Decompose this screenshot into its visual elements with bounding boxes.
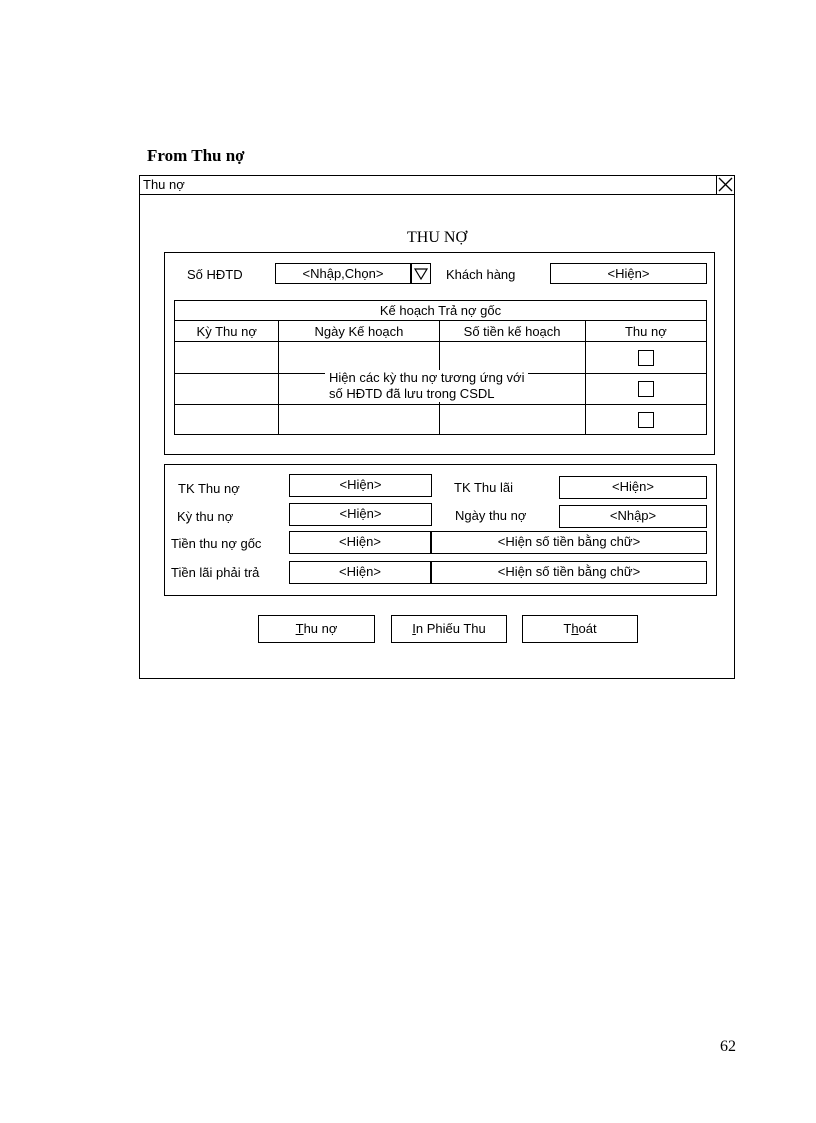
- khach-hang-label: Khách hàng: [446, 267, 516, 282]
- thoat-mnemonic: h: [571, 621, 579, 636]
- tk-thu-lai-field: <Hiện>: [559, 476, 707, 499]
- table-note-line-2: số HĐTD đã lưu trong CSDL: [329, 386, 495, 401]
- tien-lai-words-field: <Hiện số tiền bằng chữ>: [431, 561, 707, 584]
- triangle-down-icon: [412, 264, 430, 283]
- thu-no-mnemonic: T: [295, 621, 304, 636]
- thoat-button[interactable]: [522, 615, 638, 643]
- tien-lai-label: Tiền lãi phải trả: [171, 565, 260, 580]
- close-icon: [717, 176, 734, 193]
- tk-thu-no-label: TK Thu nợ: [178, 481, 240, 496]
- so-hdtd-input[interactable]: <Nhập,Chọn>: [275, 263, 411, 284]
- ky-thu-no-label: Kỳ thu nợ: [177, 509, 234, 524]
- plan-table: [174, 300, 707, 435]
- so-hdtd-dropdown-button[interactable]: [411, 263, 431, 284]
- window-title: Thu nợ: [143, 177, 185, 192]
- tien-lai-field: <Hiện>: [289, 561, 431, 584]
- ngay-thu-no-label: Ngày thu nợ: [455, 508, 527, 523]
- thoat-label-pre: T: [563, 621, 572, 636]
- so-hdtd-label: Số HĐTD: [187, 267, 243, 282]
- khach-hang-field: <Hiện>: [550, 263, 707, 284]
- form-title: THU NỢ: [407, 229, 467, 246]
- ky-thu-no-field: <Hiện>: [289, 503, 432, 526]
- thu-no-button[interactable]: [258, 615, 375, 643]
- document-heading: From Thu nợ: [147, 146, 245, 165]
- table-note: [325, 370, 528, 402]
- close-button[interactable]: [716, 176, 734, 194]
- ngay-thu-no-input[interactable]: <Nhập>: [559, 505, 707, 528]
- in-phieu-label-rest: n Phiếu Thu: [415, 621, 486, 636]
- plan-table-caption: Kế hoạch Trả nợ gốc: [175, 301, 707, 321]
- checkbox-icon[interactable]: [638, 412, 654, 428]
- thu-no-window: [139, 175, 735, 679]
- page-number: 62: [720, 1038, 736, 1055]
- tien-goc-words-field: <Hiện số tiền bằng chữ>: [431, 531, 707, 554]
- checkbox-icon[interactable]: [638, 381, 654, 397]
- in-phieu-thu-button[interactable]: [391, 615, 507, 643]
- col-header-ky: Kỳ Thu nợ: [175, 321, 279, 342]
- col-header-so-tien: Số tiền kế hoạch: [439, 321, 585, 342]
- col-header-thu-no: Thu nợ: [585, 321, 706, 342]
- thu-no-label-rest: hu nợ: [303, 621, 338, 636]
- col-header-ngay: Ngày Kế hoạch: [279, 321, 439, 342]
- tien-goc-field: <Hiện>: [289, 531, 431, 554]
- tien-goc-label: Tiền thu nợ gốc: [171, 536, 262, 551]
- checkbox-icon[interactable]: [638, 350, 654, 366]
- table-row: [175, 342, 707, 374]
- contract-group: [164, 252, 715, 455]
- table-note-line-1: Hiện các kỳ thu nợ tương ứng với: [329, 370, 525, 385]
- thoat-label-rest: oát: [578, 621, 597, 636]
- table-row: [175, 405, 707, 435]
- in-phieu-mnemonic: I: [412, 621, 416, 636]
- tk-thu-no-field: <Hiện>: [289, 474, 432, 497]
- payment-group: [164, 464, 717, 596]
- tk-thu-lai-label: TK Thu lãi: [454, 480, 514, 495]
- title-bar: [140, 176, 734, 195]
